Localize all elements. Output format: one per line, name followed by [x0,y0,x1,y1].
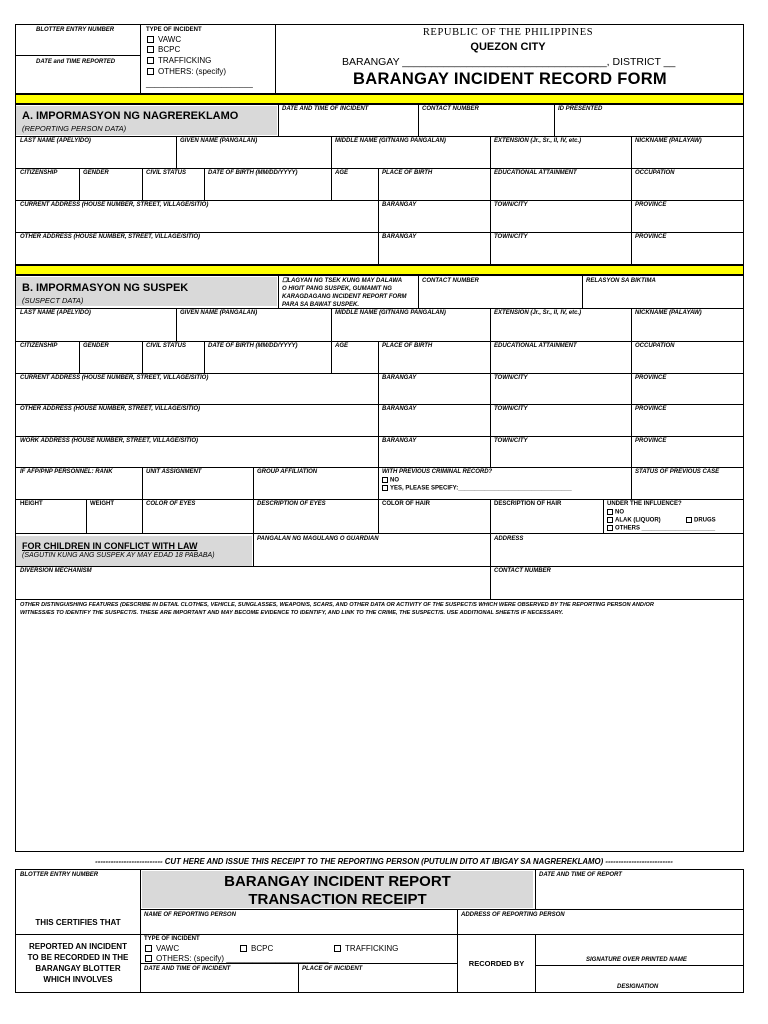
a-r2-v2 [142,168,143,200]
a-r1-v3 [490,136,491,168]
prev-no-checkbox[interactable] [382,477,388,483]
b-r2-v7 [631,341,632,373]
b-color-hair-label: COLOR OF HAIR [382,501,430,507]
a-contact-number-label: CONTACT NUMBER [422,106,479,112]
c-v1 [253,533,254,566]
guardian-label: PANGALAN NG MAGULANG O GUARDIAN [257,536,379,542]
b-education-label: EDUCATIONAL ATTAINMENT [494,343,577,349]
inf-alak-label: ALAK (LIQUOR) [615,517,661,524]
a-barangay2-label: BARANGAY [382,234,417,240]
vawc-checkbox[interactable] [147,36,154,43]
b-r7-v1 [86,499,87,533]
b-color-eyes-label: COLOR OF EYES [146,501,196,507]
b-age-label: AGE [335,343,349,349]
b-h6 [15,467,744,468]
a-province2-label: PROVINCE [635,234,667,240]
a-h3 [15,200,744,201]
bcpc-checkbox[interactable] [147,46,154,53]
a-r2-v6 [490,168,491,200]
b-h8 [15,533,744,534]
b-r6-v2 [253,467,254,499]
a-r2-v4 [331,168,332,200]
a-h2 [15,168,744,169]
a-age-label: AGE [335,170,349,176]
header-divider [275,24,276,94]
r-v3 [457,909,458,934]
a-dob-label: DATE OF BIRTH (MM/DD/YYYY) [208,170,298,176]
a-other-address-label: OTHER ADDRESS (HOUSE NUMBER, STREET, VILLAGE/SITIO) [20,234,201,240]
r-vawc-checkbox[interactable] [145,945,152,952]
b-nickname-label: NICKNAME (PALAYAW) [635,310,702,316]
a-r2-v5 [378,168,379,200]
b-r7-v3 [253,499,254,533]
children-title: FOR CHILDREN IN CONFLICT WITH LAW [22,541,198,551]
r-h1 [140,909,744,910]
a-id-presented-label: ID PRESENTED [558,106,603,112]
b-h7 [15,499,744,500]
a-current-address-label: CURRENT ADDRESS (HOUSE NUMBER, STREET, VILLAGE/SITIO) [20,202,209,208]
b-r2-v4 [331,341,332,373]
b-r6-v4 [631,467,632,499]
b-r7-v4 [378,499,379,533]
a-r3-v1 [378,200,379,265]
type-of-incident-label: TYPE OF INCIDENT [146,27,202,33]
b-r1-v4 [631,308,632,341]
r-type-incident-label: TYPE OF INCIDENT [144,936,200,942]
bcpc-label: BCPC [158,45,181,54]
b-barangay-label: BARANGAY [382,375,417,381]
r-bcpc-label: BCPC [251,944,274,953]
yellow-separator-2 [15,265,744,275]
a-v2 [418,104,419,137]
a-place-birth-label: PLACE OF BIRTH [382,170,433,176]
barangay-district-line[interactable]: BARANGAY ___________________________________, DISTRICT __ [342,56,676,68]
reported-line-3: BARANGAY BLOTTER [35,964,121,973]
b-r2-v6 [490,341,491,373]
b-r2-v2 [142,341,143,373]
inf-no-label: NO [615,509,624,516]
b-occupation-label: OCCUPATION [635,343,675,349]
b-dob-label: DATE OF BIRTH (MM/DD/YYYY) [208,343,298,349]
children-subtitle: (SAGUTIN KUNG ANG SUSPEK AY MAY EDAD 18 PABABA) [22,552,215,559]
r-type-bcpc[interactable] [240,944,273,953]
b-citizenship-label: CITIZENSHIP [20,343,58,349]
b-r3-v3 [631,373,632,467]
a-r2-v3 [204,168,205,200]
inf-others-checkbox[interactable] [607,525,613,531]
r-sig-line [535,965,744,966]
prev-yes-checkbox[interactable] [382,485,388,491]
prev-yes-label: YES, PLEASE SPECIFY:__________________________________ [390,485,572,492]
r-type-others[interactable] [145,954,329,963]
a-r2-v7 [631,168,632,200]
b-afp-label: IF AFP/PNP PERSONNEL: RANK [20,469,113,475]
a-last-name-label: LAST NAME (APELYIDO) [20,138,91,144]
b-contact-label: CONTACT NUMBER [422,278,479,284]
b-status-prev-label: STATUS OF PREVIOUS CASE [635,469,720,475]
section-b-title: B. IMPORMASYON NG SUSPEK [22,282,189,294]
signature-label: SIGNATURE OVER PRINTED NAME [586,957,687,963]
c-h1 [15,566,744,567]
a-r1-v4 [631,136,632,168]
blotter-entry-field[interactable] [16,35,139,54]
b-r2-v1 [79,341,80,373]
b-weight-label: WEIGHT [90,501,114,507]
b-r7-v6 [603,499,604,533]
a-given-name-label: GIVEN NAME (PANGALAN) [180,138,258,144]
b-province2-label: PROVINCE [635,406,667,412]
a-r3-v2 [490,200,491,265]
b-h3 [15,373,744,374]
a-v1 [278,104,279,137]
reported-line-1: REPORTED AN INCIDENT [29,942,127,951]
a-middle-name-label: MIDDLE NAME (GITNANG PANGALAN) [335,138,446,144]
b-given-name-label: GIVEN NAME (PANGALAN) [180,310,258,316]
a-date-time-incident-label: DATE AND TIME OF INCIDENT [282,106,369,112]
others-specify-line[interactable]: ________________________ [146,79,253,88]
a-education-label: EDUCATIONAL ATTAINMENT [494,170,577,176]
section-b-subtitle: (SUSPECT DATA) [22,296,84,305]
b-prev-yes[interactable] [382,485,572,493]
b-r6-v3 [378,467,379,499]
b-extension-label: EXTENSION (Jr., Sr., II, IV, etc.) [494,310,582,316]
b-note-3: KARAGDAGANG INCIDENT REPORT FORM [282,294,407,300]
b-influence-label: UNDER THE INFLUENCE? [607,501,682,507]
b-desc-eyes-label: DESCRIPTION OF EYES [257,501,326,507]
b-note-1[interactable]: ☐LAGYAN NG TSEK KUNG MAY DALAWA [282,278,403,284]
a-r2-v1 [79,168,80,200]
others-checkbox[interactable] [147,68,154,75]
b-note-4: PARA SA BAWAT SUSPEK. [282,302,360,308]
city-text: QUEZON CITY [470,41,546,53]
children-address-label: ADDRESS [494,536,524,542]
type-bcpc[interactable] [147,45,180,54]
b-note-2: O HIGIT PANG SUSPEK, GUMAMIT NG [282,286,392,292]
trafficking-label: TRAFFICKING [158,56,212,65]
blotter-entry-label: BLOTTER ENTRY NUMBER [36,27,115,33]
b-height-label: HEIGHT [20,501,43,507]
b-gender-label: GENDER [83,343,109,349]
r-v6 [298,963,299,993]
b-prev-record-label: WITH PREVIOUS CRIMINAL RECORD? [382,469,493,475]
r-vawc-label: VAWC [156,944,180,953]
b-other-address-label: OTHER ADDRESS (HOUSE NUMBER, STREET, VILLAGE/SITIO) [20,406,201,412]
republic-text: REPUBLIC OF THE PHILIPPINES [422,27,594,38]
recorded-by-label: RECORDED BY [468,959,525,968]
r-address-reporting-label: ADDRESS OF REPORTING PERSON [461,912,565,918]
r-v2 [535,869,536,909]
diversion-label: DIVERSION MECHANISM [20,568,92,574]
r-place-incident-label: PLACE OF INCIDENT [302,966,363,972]
a-citizenship-label: CITIZENSHIP [20,170,58,176]
b-prev-no[interactable] [382,477,399,485]
b-r3-v2 [490,373,491,467]
cut-line: -------------------------- CUT HERE AND ISSUE THIS RECEIPT TO THE REPORTING PERSON (PUTULIN DITO AT IBIGAY SA NAGREREKLAMO) -------------------------- [95,857,673,866]
form-title: BARANGAY INCIDENT RECORD FORM [353,70,667,88]
r-name-reporting-label: NAME OF REPORTING PERSON [144,912,236,918]
b-r2-v5 [378,341,379,373]
header-divider-inner [140,24,141,94]
b-inf-drugs[interactable] [686,517,716,525]
b-h4 [15,404,744,405]
certifies-text: THIS CERTIFIES THAT [35,918,121,927]
b-inf-others[interactable] [607,525,715,533]
type-trafficking[interactable] [147,56,211,65]
r-trafficking-label: TRAFFICKING [345,944,399,953]
r-trafficking-checkbox[interactable] [334,945,341,952]
date-time-reported-label: DATE and TIME REPORTED [36,59,116,65]
header-left-split [15,55,140,56]
b-r1-v3 [490,308,491,341]
a-town2-label: TOWN/CITY [494,234,528,240]
b-current-address-label: CURRENT ADDRESS (HOUSE NUMBER, STREET, VILLAGE/SITIO) [20,375,209,381]
b-unit-label: UNIT ASSIGNMENT [146,469,202,475]
designation-label: DESIGNATION [617,984,659,990]
a-h1 [15,136,744,137]
b-middle-name-label: MIDDLE NAME (GITNANG PANGALAN) [335,310,446,316]
a-occupation-label: OCCUPATION [635,170,675,176]
b-barangay3-label: BARANGAY [382,438,417,444]
b-civil-status-label: CIVIL STATUS [146,343,187,349]
b-inf-no[interactable] [607,509,624,517]
vawc-label: VAWC [158,35,182,44]
b-inf-alak[interactable] [607,517,661,525]
a-extension-label: EXTENSION (Jr., Sr., II, IV, etc.) [494,138,582,144]
r-date-incident-label: DATE AND TIME OF INCIDENT [144,966,231,972]
date-time-reported-field[interactable] [16,67,139,93]
b-town-label: TOWN/CITY [494,375,528,381]
a-barangay-label: BARANGAY [382,202,417,208]
r-type-trafficking[interactable] [334,944,398,953]
inf-alak-checkbox[interactable] [607,517,613,523]
b-h2 [15,341,744,342]
b-v1 [278,275,279,308]
reported-line-4: WHICH INVOLVES [43,975,113,984]
b-v2 [418,275,419,308]
a-civil-status-label: CIVIL STATUS [146,170,187,176]
a-r1-v1 [176,136,177,168]
receipt-title-1: BARANGAY INCIDENT REPORT [224,873,451,890]
b-r2-v3 [204,341,205,373]
b-work-address-label: WORK ADDRESS (HOUSE NUMBER, STREET, VILLAGE/SITIO) [20,438,199,444]
section-a-title: A. IMPORMASYON NG NAGREREKLAMO [22,110,239,122]
b-desc-hair-label: DESCRIPTION OF HAIR [494,501,562,507]
features-textarea[interactable] [16,620,743,851]
b-v3 [582,275,583,308]
a-gender-label: GENDER [83,170,109,176]
inf-drugs-label: DRUGS [694,517,716,524]
b-h5 [15,436,744,437]
features-line-1: OTHER DISTINGUISHING FEATURES (DESCRIBE IN DETAIL CLOTHES, VEHICLE, SUNGLASSES, WEAPON/S, SCARS, AND OTHER DATA OR ACTIVITY OF THE SUSPECT/S WHICH WERE OBSERVED BY THE REPORTING PERSON AND/OR [20,602,654,608]
type-vawc[interactable] [147,35,181,44]
inf-no-checkbox[interactable] [607,509,613,515]
b-town2-label: TOWN/CITY [494,406,528,412]
r-others-label: OTHERS: (specify) _______________________ [156,954,329,963]
b-h1 [15,308,744,309]
b-relasyon-label: RELASYON SA BIKTIMA [586,278,656,284]
a-h4 [15,232,744,233]
yellow-separator-1 [15,94,744,104]
c-h2 [15,599,744,600]
inf-others-label: OTHERS ______________________ [615,525,716,532]
b-province-label: PROVINCE [635,375,667,381]
features-line-2: WITNESS/ES TO IDENTIFY THE SUSPECT/S. THESE ARE IMPORTANT AND MAY BECOME EVIDENCE TO IDENTIFY, AND LINK TO THE CRIME, THE SUSPECT/S. USE ADDITIONAL SHEET/S IF NECESSARY. [20,610,564,616]
r-bcpc-checkbox[interactable] [240,945,247,952]
inf-drugs-checkbox[interactable] [686,517,692,523]
b-r6-v1 [142,467,143,499]
b-r3-v1 [378,373,379,467]
b-r1-v2 [331,308,332,341]
r-date-time-report-label: DATE AND TIME OF REPORT [539,872,622,878]
a-town-label: TOWN/CITY [494,202,528,208]
type-others[interactable] [147,67,226,76]
a-r3-v3 [631,200,632,265]
trafficking-checkbox[interactable] [147,57,154,64]
r-type-vawc[interactable] [145,944,179,953]
b-town3-label: TOWN/CITY [494,438,528,444]
receipt-title-2: TRANSACTION RECEIPT [248,891,427,908]
a-nickname-label: NICKNAME (PALAYAW) [635,138,702,144]
b-place-birth-label: PLACE OF BIRTH [382,343,433,349]
others-label: OTHERS: (specify) [158,67,227,76]
children-contact-label: CONTACT NUMBER [494,568,551,574]
b-barangay2-label: BARANGAY [382,406,417,412]
b-province3-label: PROVINCE [635,438,667,444]
b-r7-v5 [490,499,491,533]
b-r1-v1 [176,308,177,341]
a-r1-v2 [331,136,332,168]
a-v3 [554,104,555,137]
reported-line-2: TO BE RECORDED IN THE [27,953,129,962]
b-group-label: GROUP AFFILIATION [257,469,318,475]
b-last-name-label: LAST NAME (APELYIDO) [20,310,91,316]
b-r7-v2 [142,499,143,533]
r-v1 [140,869,141,993]
r-others-checkbox[interactable] [145,955,152,962]
a-province-label: PROVINCE [635,202,667,208]
prev-no-label: NO [390,477,399,484]
section-a-subtitle: (REPORTING PERSON DATA) [22,124,127,133]
r-blotter-label: BLOTTER ENTRY NUMBER [20,872,99,878]
